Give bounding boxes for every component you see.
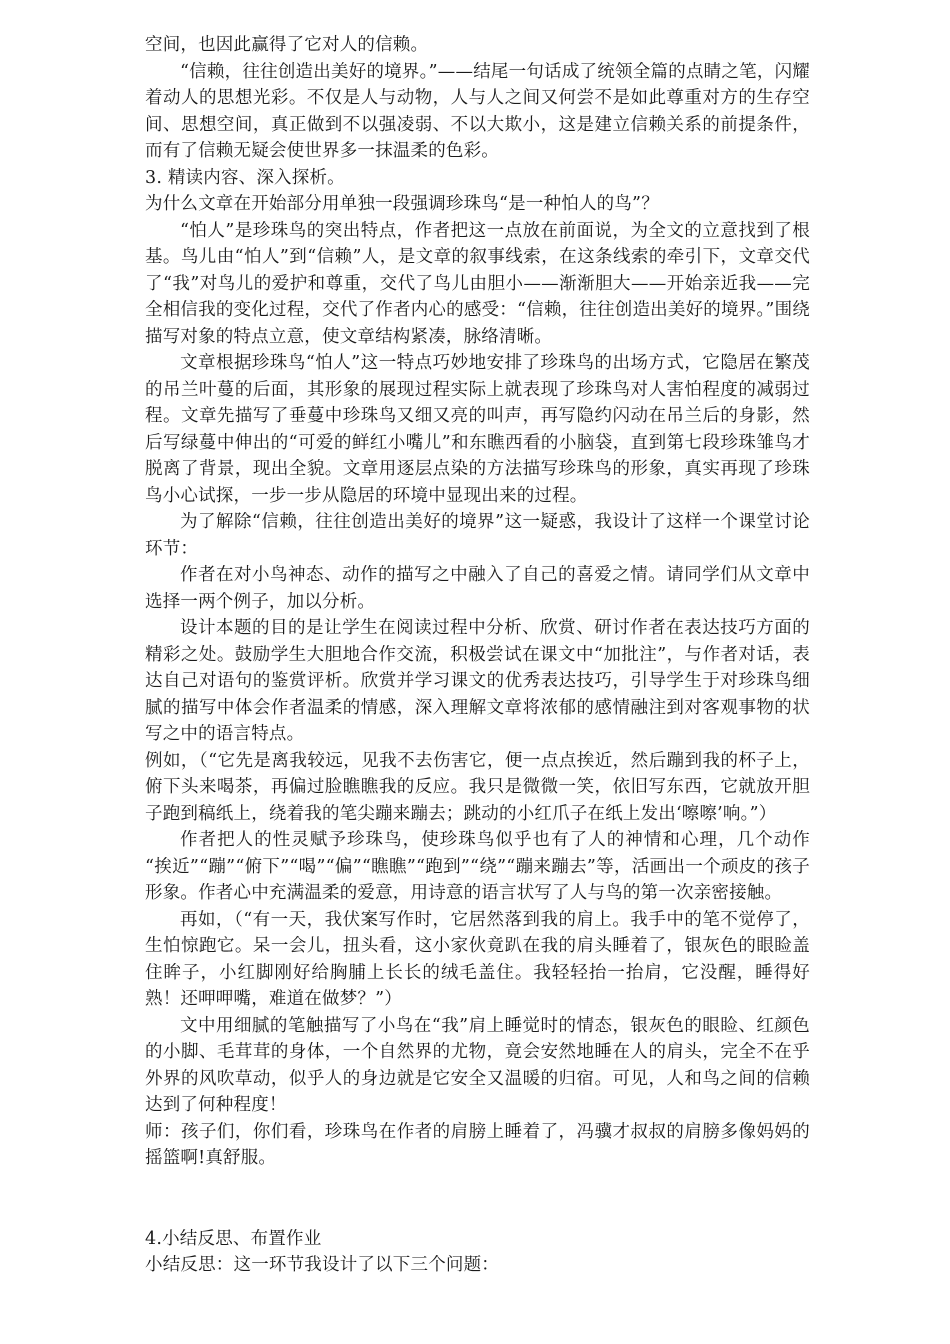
paragraph: 作者把人的性灵赋予珍珠鸟，使珍珠鸟似乎也有了人的神情和心理，几个动作 “挨近”“蹦”“俯下”“喝”“偏”“瞧瞧”“跑到”“绕”“蹦来蹦去”等，活画出一个顽皮的孩子形象。作者心中充满温柔的爱意，用诗意的语言状写了人与鸟的第一次亲密接触。 xyxy=(145,830,810,903)
paragraph: “信赖，往往创造出美好的境界。”——结尾一句话成了统领全篇的点睛之笔，闪耀着动人的思想光彩。不仅是人与动物，人与人之间又何尝不是如此尊重对方的生存空间、思想空间，真正做到不以强凌弱、不以大欺小，这是建立信赖关系的前提条件，而有了信赖无疑会使世界多一抹温柔的色彩。 xyxy=(145,61,810,161)
paragraph: 文章根据珍珠鸟“怕人”这一特点巧妙地安排了珍珠鸟的出场方式，它隐居在繁茂的吊兰叶蔓的后面，其形象的展现过程实际上就表现了珍珠鸟对人害怕程度的减弱过程。文章先描写了垂蔓中珍珠鸟又细又亮的叫声，再写隐约闪动在吊兰后的身影，然后写绿蔓中伸出的“可爱的鲜红小嘴儿”和东瞧西看的小脑袋，直到第七段珍珠雏鸟才脱离了背景，现出全貌。文章用逐层点染的方法描写珍珠鸟的形象，真实再现了珍珠鸟小心试探，一步一步从隐居的环境中显现出来的过程。 xyxy=(145,353,810,506)
example-quote: 再如，（“有一天，我伏案写作时，它居然落到我的肩上。我手中的笔不觉停了，生怕惊跑它。呆一会儿，扭头看，这小家伙竟趴在我的肩头睡着了，银灰色的眼睑盖住眸子，小红脚刚好给胸脯上长长的绒毛盖住。我轻轻抬一抬肩，它没醒，睡得好熟！还呷呷嘴，难道在做梦？”） xyxy=(145,909,810,1009)
paragraph: “怕人”是珍珠鸟的突出特点，作者把这一点放在前面说，为全文的立意找到了根基。鸟儿由“怕人”到“信赖”人，是文章的叙事线索，在这条线索的牵引下，文章交代了“我”对鸟儿的爱护和尊重，交代了鸟儿由胆小——渐渐胆大——开始亲近我——完全相信我的变化过程，交代了作者内心的感受：“信赖，往往创造出美好的境界。”围绕描写对象的特点立意，使文章结构紧凑，脉络清晰。 xyxy=(145,220,810,347)
question: 为什么文章在开始部分用单独一段强调珍珠鸟“是一种怕人的鸟”？ xyxy=(145,194,659,214)
example-quote: 例如，（“它先是离我较远，见我不去伤害它，便一点点挨近，然后蹦到我的杯子上，俯下头来喝茶，再偏过脸瞧瞧我的反应。我只是微微一笑，依旧写东西，它就放开胆子跑到稿纸上，绕着我的笔尖蹦来蹦去；跳动的小红爪子在纸上发出‘嚓嚓’响。”） xyxy=(145,750,810,824)
section-heading: 3. 精读内容、深入探析。 xyxy=(145,167,345,188)
paragraph: 空间，也因此赢得了它对人的信赖。 xyxy=(145,35,429,55)
paragraph: 为了解除“信赖，往往创造出美好的境界”这一疑惑，我设计了这样一个课堂讨论环节： xyxy=(145,512,810,559)
section-heading: 4.小结反思、布置作业 xyxy=(145,1228,322,1249)
paragraph: 文中用细腻的笔触描写了小鸟在“我”肩上睡觉时的情态，银灰色的眼睑、红颜色的小脚、毛茸茸的身体，一个自然界的尤物，竟会安然地睡在人的肩头，完全不在乎外界的风吹草动，似乎人的身边就是它安全又温暖的归宿。可见，人和鸟之间的信赖达到了何种程度！ xyxy=(145,1015,810,1115)
teacher-line: 师：孩子们，你们看，珍珠鸟在作者的肩膀上睡着了，冯骥才叔叔的肩膀多像妈妈的摇篮啊!真舒服。 xyxy=(145,1121,810,1168)
paragraph: 设计本题的目的是让学生在阅读过程中分析、欣赏、研讨作者在表达技巧方面的精彩之处。鼓励学生大胆地合作交流，积极尝试在课文中“加批注”，与作者对话，表达自己对语句的鉴赏评析。欣赏并学习课文的优秀表达技巧，引导学生于对珍珠鸟细腻的描写中体会作者温柔的情感，深入理解文章将浓郁的感情融注到对客观事物的状写之中的语言特点。 xyxy=(145,618,810,744)
paragraph: 作者在对小鸟神态、动作的描写之中融入了自己的喜爱之情。请同学们从文章中选择一两个例子，加以分析。 xyxy=(145,565,810,612)
document-body xyxy=(145,32,810,1279)
spacer xyxy=(145,1172,810,1226)
paragraph: 小结反思：这一环节我设计了以下三个问题： xyxy=(145,1255,499,1275)
